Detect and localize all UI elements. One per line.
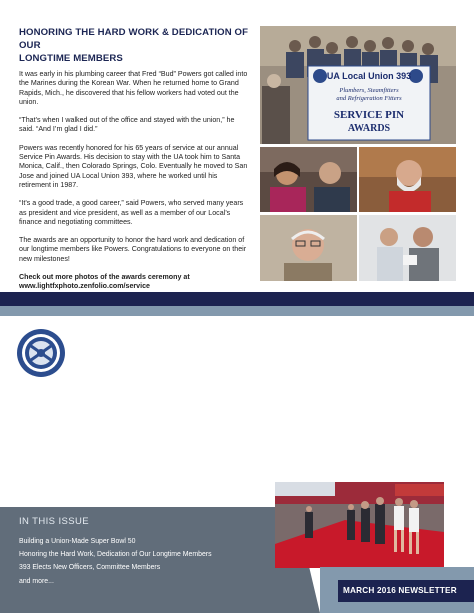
issue-item[interactable]: 393 Elects New Officers, Committee Members [19, 564, 161, 571]
banner-line4: SERVICE PIN [333, 109, 405, 121]
issue-item[interactable]: Building a Union-Made Super Bowl 50 [19, 538, 136, 545]
in-this-issue-title: IN THIS ISSUE [19, 516, 89, 527]
article-title [19, 26, 251, 65]
issue-item[interactable]: and more... [19, 578, 54, 585]
article-paragraph: “It’s a good trade, a good career,” said Powers, who served many years as president and vice president, as well as a member of our Local’s finance and negotiating committees. [19, 199, 244, 226]
super-bowl-photo [275, 482, 444, 568]
group-photo [260, 26, 456, 144]
article-title-line1: HONORING THE HARD WORK & DEDICATION OF OUR [19, 27, 249, 51]
banner-line2: Plumbers, Steamfitters [339, 87, 399, 94]
divider-band-steel [0, 306, 474, 316]
photo-bearded-man [359, 147, 456, 212]
banner-line1: UA Local Union 393 [326, 71, 412, 81]
photo-woman-and-man [260, 147, 357, 212]
issue-item[interactable]: Honoring the Hard Work, Dedication of Our Longtime Members [19, 551, 212, 558]
photo-link-url[interactable]: www.lightfxphoto.zenfolio.com/service [19, 282, 150, 291]
divider-band-navy [0, 292, 474, 306]
article-title-line2: LONGTIME MEMBERS [19, 53, 123, 64]
banner-line5: AWARDS [347, 123, 391, 134]
photo-two-men [359, 215, 456, 281]
article-paragraph: The awards are an opportunity to honor the hard work and dedication of our longtime members like Powers. Congratulations to everyone on their new milestones! [19, 236, 247, 263]
article-paragraph: Powers was recently honored for his 65 years of service at our annual Service Pin Awards. His decision to stay with the UA took him to Santa Monica, Calif., then Colorado Springs, Colo. Eventually he moved to San Jose and joined UA Local Union 393, where he worked until his retirement in 1987. [19, 143, 248, 189]
article [19, 26, 251, 301]
article-paragraph: “That’s when I walked out of the office and stayed with the union,” he said. “And I’m glad I did.” [19, 116, 235, 134]
article-paragraph: It was early in his plumbing career that Fred “Bud” Powers got called into the Marines during the Korean War. When he returned home to Grand Rapids, Mich., he discovered that his fellow workers had voted out the union. [19, 70, 248, 106]
photo-link-intro: Check out more photos of the awards ceremony at [19, 273, 190, 282]
newsletter-label: MARCH 2016 NEWSLETTER [343, 586, 457, 595]
photo-elderly-man [260, 215, 357, 281]
union-seal-logo [16, 328, 66, 378]
banner-line3: and Refrigeration Fitters [336, 95, 402, 102]
